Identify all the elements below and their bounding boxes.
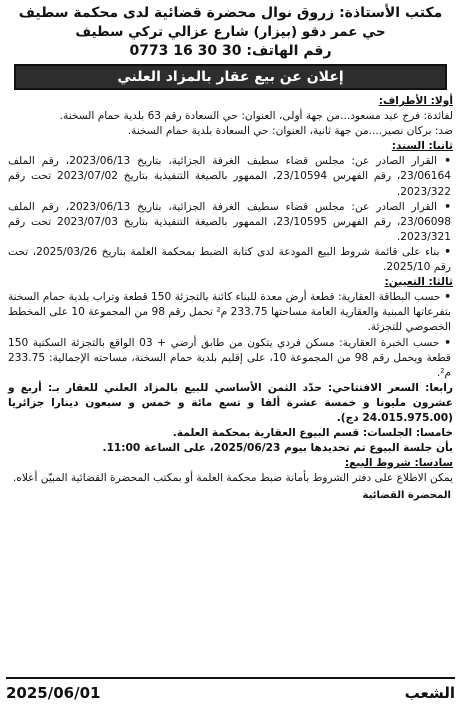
section-parties-title: أولا: الأطراف:: [378, 95, 453, 107]
publication-date: 2025/06/01: [6, 684, 101, 702]
office-phone: رقم الهاتف: 30 30 16 0773: [129, 43, 332, 59]
decision-2: • القرار الصادر عن: مجلس قضاء سطيف الغرفة الجزائية، بتاريخ 2023/06/13، رقم الملف 23/06098، رقم الفهرس 23/10595، الممهور بالصيغة التنفيذية بتاريخ 2023/07/03 تحت رقم 2023/321.: [8, 200, 453, 245]
notice-title-banner: إعلان عن بيع عقار بالمزاد العلني: [14, 64, 447, 90]
designation-land-card: • حسب البطاقة العقارية: قطعة أرض معدة للبناء كائنة بالتجزئة 150 قطعة وتراب بلدية حمام السخنة بتفرعاتها المبنية والعقارية العامة مساحتها 233.75 م² تحمل رقم 98 من المجموعة 10 على المخطط الخصوصي للتجزئة.: [8, 290, 453, 335]
decision-1: • القرار الصادر عن: مجلس قضاء سطيف الغرفة الجزائية، بتاريخ 2023/06/13، رقم الملف 23/06164، رقم الفهرس 23/10594، الممهور بالصيغة التنفيذية بتاريخ 2023/07/02 تحت رقم 2023/322.: [8, 154, 453, 199]
sessions: خامسا: الجلسات: قسم البيوع العقارية بمحكمة العلمة.: [172, 427, 453, 440]
opening-price: رابعا: السعر الافتتاحي: حدّد الثمن الأساسي للبيع بالمزاد العلني للعقار بـ: أربع و عشرون مليونا و خمسة عشرة ألفا و تسع مائة و خمس و سبعون دينارا جزائريا (24.015.975.00 دج).: [8, 381, 453, 424]
notice-body: [6, 94, 455, 504]
conditions-list: • بناء على قائمة شروط البيع المودعة لدى كتابة الضبط بمحكمة العلمة بتاريخ 2025/03/26، تحت رقم 2025/10.: [8, 245, 453, 275]
newspaper-footer: [6, 677, 455, 704]
office-header: [6, 4, 455, 61]
party-claimant: لفائدة: فرج عبد مسعود...من جهة أولى، العنوان: حي السعادة رقم 63 بلدية حمام السخنة.: [59, 110, 453, 123]
section-designation-title: ثالثا: التعيين:: [384, 276, 453, 289]
section-title-deed-title: ثانيا: السند:: [391, 140, 453, 153]
sale-conditions: يمكن الاطلاع على دفتر الشروط بأمانة ضبط محكمة العلمة أو بمكتب المحضرة القضائية المبيّن أعلاه.: [12, 472, 453, 485]
section-sale-conditions-title: سادسا: شروط البيع:: [344, 457, 453, 470]
party-defendant: ضد: بركان نصير....من جهة ثانية، العنوان: حي السعادة بلدية حمام السخنة.: [127, 125, 453, 138]
session-date: بأن جلسة البيوع تم تحديدها بيوم 2025/06/23، على الساعة 11:00.: [102, 442, 453, 455]
office-address: حي عمر دقو (بيزار) شارع عزالي تركي سطيف: [75, 24, 386, 40]
office-name: مكتب الأستاذة: زروق نوال محضرة قضائية لدى محكمة سطيف: [18, 5, 443, 21]
newspaper-name: الشعب: [404, 684, 455, 702]
bailiff-signature: المحضرة القضائية: [362, 490, 451, 502]
designation-expertise: • حسب الخبرة العقارية: مسكن فردي يتكون من طابق أرضي + 03 الواقع بالتجزئة السكنية 150 قطعة ويحمل رقم 98 من المجموعة 10، على إقليم بلدية حمام السخنة، مساحته الإجمالية: 233.75 م².: [8, 336, 453, 381]
